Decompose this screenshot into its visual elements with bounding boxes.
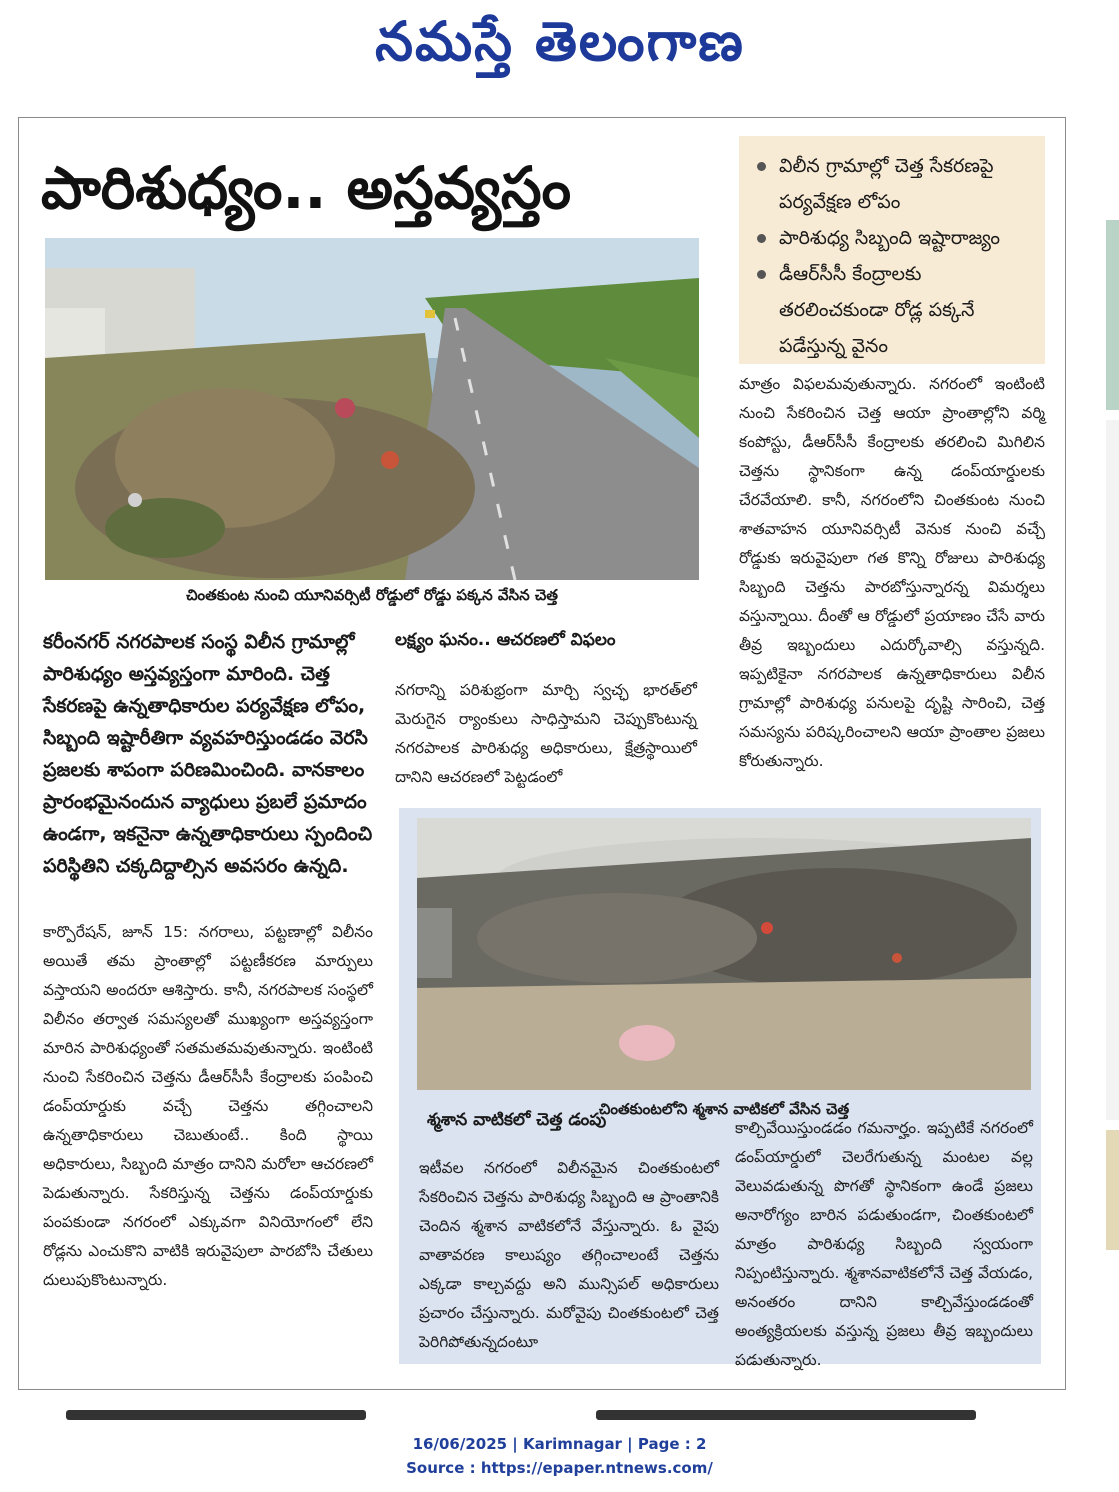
bullet-icon (757, 270, 766, 279)
subheading: శ్మశాన వాటికలో చెత్త డంపు (427, 1110, 607, 1130)
article-column: మాత్రం విఫలమవుతున్నారు. నగరంలో ఇంటింటి నుంచి సేకరించిన చెత్త ఆయా ప్రాంతాల్లోని వర్మి కంపోస్టు, డీఆర్‌సీసీ కేంద్రాలకు తరలించి మిగిలిన చెత్తను స్థానికంగా ఉన్న డంప్‌యార్డులకు చేరవేయాలి. కానీ, నగరంలోని చింతకుంట నుంచి శాతవాహన యూనివర్సిటీ వెనుక నుంచి వచ్చే రోడ్డుకు ఇరువైపులా గత కొన్ని రోజులు పారిశుధ్య సిబ్బంది చెత్తను పారబోస్తున్నారన్న విమర్శలు వస్తున్నాయి. దీంతో ఆ రోడ్డులో ప్రయాణం చేసే వారు తీవ్ర ఇబ్బందులు ఎదుర్కోవాల్సి వస్తున్నది. ఇప్పటికైనా నగరపాలక ఉన్నతాధికారులు విలీన గ్రామాల్లో పారిశుధ్య పనులపై దృష్టి సారించి, చెత్త సమస్యను పరిష్కరించాలని ఆయా ప్రాంతాల ప్రజలు కోరుతున్నారు. (739, 375, 1045, 770)
masthead (0, 0, 1119, 100)
article-column: కాల్చివేయిస్తుండడం గమనార్హం. ఇప్పటికే నగరంలో డంప్‌యార్డులో చెలరేగుతున్న మంటల వల్ల వెలువడుతున్న పొగతో స్థానికంగా ఉండే ప్రజలు అనారోగ్యం బారిన పడుతుండగా, చింతకుంటలో మాత్రం పారిశుధ్య సిబ్బంది స్వయంగా నిప్పంటిస్తున్నారు. శ్మశానవాటికలోనే చెత్త వేయడం, అనంతరం దానిని కాల్చివేస్తుండడంతో అంత్యక్రియలకు వస్తున్న ప్రజలు తీవ్ర ఇబ్బందులు పడుతున్నారు. (735, 1119, 1033, 1369)
adjacent-page-edge (1106, 220, 1119, 1400)
photo-caption: చింతకుంటలోని శ్మశాన వాటికలో వేసిన చెత్త (598, 1100, 850, 1118)
next-article-teaser (18, 1402, 1066, 1426)
article-headline: పారిశుధ్యం.. అస్తవ్యస్తం (41, 154, 572, 222)
page-footer (0, 1432, 1119, 1480)
highlight-item: పారిశుధ్య సిబ్బంది ఇష్టారాజ్యం (753, 220, 1033, 256)
dateline: 16/06/2025 | Karimnagar | Page : 2 (412, 1435, 707, 1453)
article-column: నగరాన్ని పరిశుభ్రంగా మార్చి స్వచ్ఛ భారత్‌లో మెరుగైన ర్యాంకులు సాధిస్తామని చెప్పుకొంటున్న నగరపాలక పారిశుధ్య అధికారులు, క్షేత్రస్థాయిలో దానిని ఆచరణలో పెట్టడంలో (395, 681, 697, 786)
photo-caption: చింతకుంట నుంచి యూనివర్సిటీ రోడ్డులో రోడ్డు పక్కన వేసిన చెత్త (186, 586, 558, 604)
source-link[interactable]: Source : https://epaper.ntnews.com/ (406, 1459, 713, 1477)
newspaper-logo: నమస్తే తెలంగాణ (375, 10, 745, 73)
article-column: కార్పొరేషన్, జూన్ 15: నగరాలు, పట్టణాల్లో విలీనం అయితే తమ ప్రాంతాల్లో పట్టణీకరణ మార్పులు వస్తాయని అందరూ ఆశిస్తారు. కానీ, నగరపాలక సంస్థలో విలీనం తర్వాత సమస్యలతో ముఖ్యంగా అస్తవ్యస్తంగా మారిన పారిశుధ్యంతో సతమతమవుతున్నారు. ఇంటింటి నుంచి సేకరించిన చెత్తను డీఆర్‌సీసీ కేంద్రాలకు పంపించి డంప్‌యార్డుకు వచ్చే చెత్తను తగ్గించాలని ఉన్నతాధికారులు చెబుతుంటే.. కింది స్థాయి అధికారులు, సిబ్బంది మాత్రం దానిని మరోలా ఆచరణలో పెడుతున్నారు. సేకరిస్తున్న చెత్తను డంప్‌యార్డుకు పంపకుండా నగరంలో ఎక్కువగా వినియోగంలో లేని రోడ్లను ఎంచుకొని వాటికి ఇరువైపులా పారబోసి చేతులు దులుపుకొంటున్నారు. (43, 923, 373, 1289)
bullet-icon (757, 162, 766, 171)
garbage-roadside-photo (45, 238, 699, 580)
article-column: ఇటీవల నగరంలో విలీనమైన చింతకుంటలో సేకరించిన చెత్తను పారిశుధ్య సిబ్బంది ఆ ప్రాంతానికి చెందిన శ్మశాన వాటికలోనే వేస్తున్నారు. ఓ వైపు వాతావరణ కాలుష్యం తగ్గించాలంటే చెత్తను ఎక్కడా కాల్చవద్దు అని మున్సిపల్ అధికారులు ప్రచారం చేస్తున్నారు. మరోవైపు చింతకుంటలో చెత్త పెరిగిపోతున్నదంటూ (419, 1159, 719, 1351)
article-intro: కరీంనగర్ నగరపాలక సంస్థ విలీన గ్రామాల్లో పారిశుధ్యం అస్తవ్యస్తంగా మారింది. చెత్త సేకరణపై ఉన్నతాధికారుల పర్యవేక్షణ లోపం, సిబ్బంది ఇష్టారీతిగా వ్యవహరిస్తుండడం వెరసి ప్రజలకు శాపంగా పరిణమించింది. వానకాలం ప్రారంభమైనందున వ్యాధులు ప్రబలే ప్రమాదం ఉండగా, ఇకనైనా ఉన్నతాధికారులు స్పందించి పరిస్థితిని చక్కదిద్దాల్సిన అవసరం ఉన్నది. (43, 631, 373, 877)
cropped-text (596, 1410, 976, 1420)
bullet-icon (757, 234, 766, 243)
highlights-box (739, 136, 1045, 364)
highlight-item: డీఆర్‌సీసీ కేంద్రాలకు తరలించకుండా రోడ్ల పక్కనే పడేస్తున్న వైనం (753, 256, 1033, 364)
highlight-item: విలీన గ్రామాల్లో చెత్త సేకరణపై పర్యవేక్షణ లోపం (753, 148, 1033, 220)
burial-ground-garbage-photo (417, 818, 1031, 1090)
cropped-text (66, 1410, 366, 1420)
article (18, 117, 1066, 1390)
subheading: లక్ష్యం ఘనం.. ఆచరణలో విఫలం (395, 630, 616, 650)
